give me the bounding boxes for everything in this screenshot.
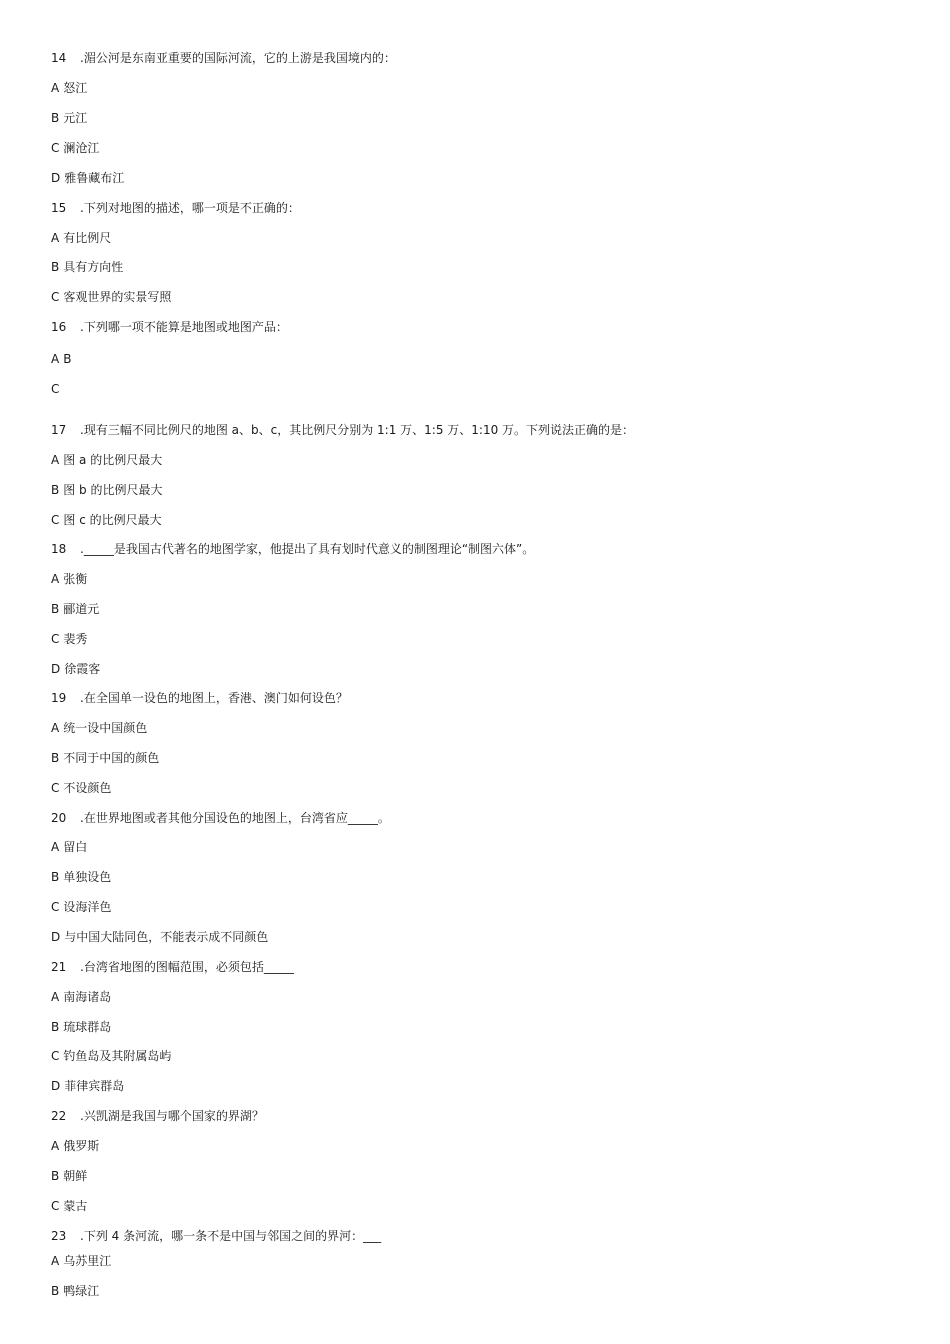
option-letter: B — [51, 1284, 60, 1298]
option-17-a — [51, 452, 162, 468]
option-letter: B — [51, 602, 60, 616]
option-text: 怒江 — [63, 81, 88, 95]
option-letter: C — [51, 1199, 60, 1213]
option-22-c — [51, 1198, 87, 1214]
option-letter: B — [51, 751, 60, 765]
option-23-a — [51, 1253, 111, 1269]
option-text: 蒙古 — [63, 1199, 88, 1213]
option-15-c — [51, 289, 171, 305]
question-number: 17 — [51, 423, 67, 437]
question-16 — [51, 319, 288, 335]
option-18-d — [51, 661, 100, 677]
option-16-a — [51, 351, 71, 367]
option-22-b — [51, 1168, 87, 1184]
option-17-b — [51, 482, 162, 498]
question-number: 21 — [51, 960, 67, 974]
option-text: 徐霞客 — [64, 662, 101, 676]
option-text: 菲律宾群岛 — [64, 1079, 125, 1093]
question-number: 15 — [51, 201, 67, 215]
option-text: B — [63, 352, 72, 366]
option-23-b — [51, 1283, 99, 1299]
question-text: .下列 4 条河流，哪一条不是中国与邻国之间的界河：___ — [80, 1229, 382, 1243]
option-letter: C — [51, 382, 60, 396]
option-letter: C — [51, 513, 60, 527]
option-letter: A — [51, 1254, 60, 1268]
question-14 — [51, 50, 396, 66]
question-text: .在世界地图或者其他分国设色的地图上，台湾省应_____。 — [80, 811, 390, 825]
option-22-a — [51, 1138, 99, 1154]
option-text: 与中国大陆同色，不能表示成不同颜色 — [64, 930, 269, 944]
option-letter: A — [51, 572, 60, 586]
question-text: ._____是我国古代著名的地图学家，他提出了具有划时代意义的制图理论“制图六体”。 — [80, 542, 535, 556]
question-text: .下列对地图的描述，哪一项是不正确的： — [80, 201, 300, 215]
option-18-b — [51, 601, 99, 617]
option-letter: D — [51, 1079, 61, 1093]
option-21-d — [51, 1078, 124, 1094]
option-text: 设海洋色 — [63, 900, 112, 914]
option-text: 俄罗斯 — [63, 1139, 100, 1153]
option-letter: D — [51, 662, 61, 676]
question-17 — [51, 422, 634, 438]
option-17-c — [51, 512, 162, 528]
option-letter: A — [51, 231, 60, 245]
question-text: .兴凯湖是我国与哪个国家的界湖？ — [80, 1109, 264, 1123]
question-19 — [51, 690, 348, 706]
option-text: 雅鲁藏布江 — [64, 171, 125, 185]
option-letter: A — [51, 840, 60, 854]
option-letter: C — [51, 900, 60, 914]
option-14-b — [51, 110, 87, 126]
option-letter: D — [51, 171, 61, 185]
option-text: 郦道元 — [63, 602, 100, 616]
question-number: 22 — [51, 1109, 67, 1123]
question-number: 16 — [51, 320, 67, 334]
question-text: .湄公河是东南亚重要的国际河流，它的上游是我国境内的： — [80, 51, 396, 65]
option-15-b — [51, 259, 123, 275]
option-text: 图 a 的比例尺最大 — [63, 453, 163, 467]
question-number: 20 — [51, 811, 67, 825]
option-20-a — [51, 839, 87, 855]
option-letter: B — [51, 111, 60, 125]
option-text: 鸭绿江 — [63, 1284, 100, 1298]
option-text: 乌苏里江 — [63, 1254, 112, 1268]
question-number: 18 — [51, 542, 67, 556]
option-text: 有比例尺 — [63, 231, 112, 245]
option-letter: B — [51, 1169, 60, 1183]
question-23 — [51, 1228, 381, 1244]
option-14-a — [51, 80, 87, 96]
option-text: 裴秀 — [63, 632, 88, 646]
option-text: 不同于中国的颜色 — [63, 751, 160, 765]
question-text: .台湾省地图的图幅范围，必须包括_____ — [80, 960, 294, 974]
question-22 — [51, 1108, 264, 1124]
option-20-c — [51, 899, 111, 915]
question-21 — [51, 959, 294, 975]
option-text: 不设颜色 — [63, 781, 112, 795]
option-text: 澜沧江 — [63, 141, 100, 155]
option-letter: D — [51, 930, 61, 944]
question-text: .在全国单一设色的地图上，香港、澳门如何设色？ — [80, 691, 348, 705]
option-letter: A — [51, 453, 60, 467]
option-text: 单独设色 — [63, 870, 112, 884]
option-text: 元江 — [63, 111, 88, 125]
option-letter: C — [51, 290, 60, 304]
option-text: 客观世界的实景写照 — [63, 290, 172, 304]
question-15 — [51, 200, 300, 216]
option-text: 琉球群岛 — [63, 1020, 112, 1034]
question-number: 14 — [51, 51, 67, 65]
option-text: 钓鱼岛及其附属岛屿 — [63, 1049, 172, 1063]
option-text: 张衡 — [63, 572, 88, 586]
option-21-c — [51, 1048, 171, 1064]
option-20-b — [51, 869, 111, 885]
option-20-d — [51, 929, 268, 945]
option-16-c — [51, 381, 63, 397]
question-number: 19 — [51, 691, 67, 705]
option-letter: B — [51, 1020, 60, 1034]
option-21-a — [51, 989, 111, 1005]
option-19-c — [51, 780, 111, 796]
option-text: 留白 — [63, 840, 88, 854]
option-text: 朝鲜 — [63, 1169, 88, 1183]
option-14-c — [51, 140, 99, 156]
option-text: 图 c 的比例尺最大 — [63, 513, 162, 527]
option-text: 南海诸岛 — [63, 990, 112, 1004]
option-text: 具有方向性 — [63, 260, 124, 274]
option-text: 统一设中国颜色 — [63, 721, 148, 735]
option-letter: A — [51, 721, 60, 735]
question-18 — [51, 541, 534, 557]
question-text: .现有三幅不同比例尺的地图 a、b、c，其比例尺分别为 1:1 万、1:5 万、1:10 万。下列说法正确的是： — [80, 423, 635, 437]
option-letter: A — [51, 81, 60, 95]
option-letter: C — [51, 781, 60, 795]
option-15-a — [51, 230, 111, 246]
option-letter: C — [51, 1049, 60, 1063]
option-14-d — [51, 170, 124, 186]
option-letter: B — [51, 870, 60, 884]
option-19-b — [51, 750, 159, 766]
question-text: .下列哪一项不能算是地图或地图产品： — [80, 320, 288, 334]
option-letter: A — [51, 1139, 60, 1153]
option-letter: A — [51, 352, 60, 366]
option-18-c — [51, 631, 87, 647]
option-21-b — [51, 1019, 111, 1035]
option-letter: A — [51, 990, 60, 1004]
option-text: 图 b 的比例尺最大 — [63, 483, 163, 497]
option-18-a — [51, 571, 87, 587]
option-letter: C — [51, 141, 60, 155]
option-letter: B — [51, 483, 60, 497]
question-number: 23 — [51, 1229, 67, 1243]
option-letter: B — [51, 260, 60, 274]
option-19-a — [51, 720, 147, 736]
option-letter: C — [51, 632, 60, 646]
question-20 — [51, 810, 390, 826]
